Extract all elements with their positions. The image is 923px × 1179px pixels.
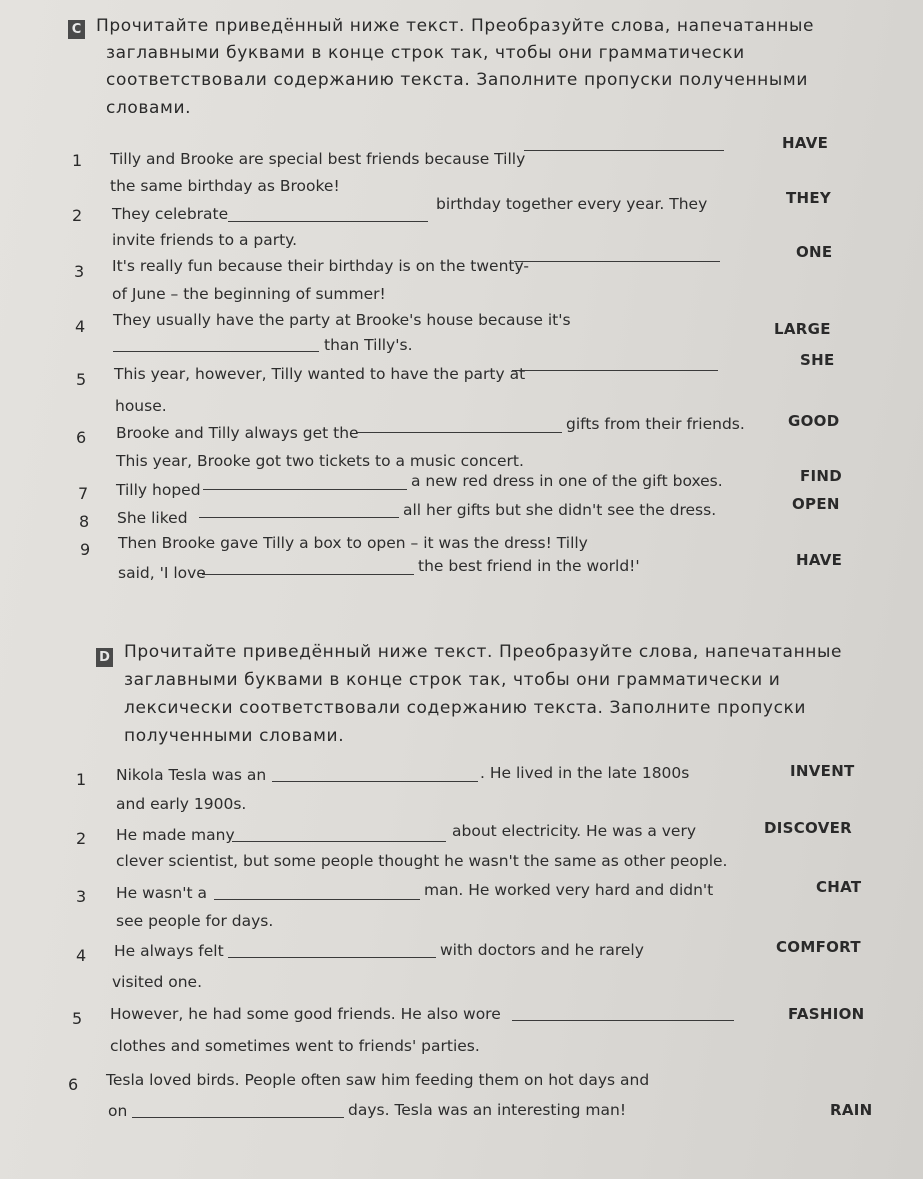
c-item-4-text: They usually have the party at Brooke's house because it's: [113, 311, 571, 329]
c-item-9-blank[interactable]: [202, 574, 414, 575]
c-item-8-blank[interactable]: [199, 517, 399, 518]
c-item-6-text-after: gifts from their friends.: [566, 415, 745, 433]
d-item-5-continuation: clothes and sometimes went to friends' parties.: [110, 1037, 480, 1055]
d-item-2-blank[interactable]: [232, 841, 446, 842]
c-item-8-text: She liked: [117, 509, 188, 527]
d-item-2-continuation: clever scientist, but some people thought he wasn't the same as other people.: [116, 852, 728, 870]
d-item-2-text: He made many: [116, 826, 235, 844]
c-item-2-number: 2: [72, 206, 83, 225]
c-item-5-number: 5: [76, 370, 87, 389]
d-item-6-text-line2: on: [108, 1102, 128, 1120]
section-d-badge: D: [96, 648, 113, 667]
c-item-5-blank[interactable]: [512, 370, 718, 371]
c-item-9-number: 9: [80, 540, 91, 559]
section-c-instruction-line-2: заглавными буквами в конце строк так, чтобы они грамматически: [106, 43, 745, 63]
c-item-6-blank[interactable]: [356, 432, 562, 433]
c-item-8-text-after: all her gifts but she didn't see the dress.: [403, 501, 717, 519]
c-item-1-keyword: HAVE: [782, 134, 829, 152]
d-item-1-text-after: . He lived in the late 1800s: [480, 764, 690, 782]
d-item-2-number: 2: [76, 829, 87, 848]
d-item-4-number: 4: [76, 946, 87, 965]
c-item-3-number: 3: [74, 262, 85, 281]
c-item-7-number: 7: [78, 484, 89, 503]
c-item-1-text: Tilly and Brooke are special best friends because Tilly: [110, 150, 526, 168]
c-item-8-keyword: OPEN: [792, 495, 840, 513]
d-item-5-number: 5: [72, 1009, 83, 1028]
c-item-7-text: Tilly hoped: [116, 481, 201, 499]
d-item-4-continuation: visited one.: [112, 973, 203, 991]
d-item-2-text-after: about electricity. He was a very: [452, 822, 697, 840]
d-item-3-keyword: CHAT: [816, 878, 862, 896]
section-d-instruction-line-1: Прочитайте приведённый ниже текст. Преобразуйте слова, напечатанные: [124, 642, 843, 662]
d-item-6-text: Tesla loved birds. People often saw him feeding them on hot days and: [106, 1071, 650, 1089]
c-item-7-blank[interactable]: [203, 489, 407, 490]
c-item-2-keyword: THEY: [786, 189, 832, 207]
c-item-4-keyword: LARGE: [774, 320, 831, 338]
d-item-3-blank[interactable]: [214, 899, 420, 900]
c-item-2-text-after: birthday together every year. They: [436, 195, 708, 213]
section-c-instruction-line-1: Прочитайте приведённый ниже текст. Преобразуйте слова, напечатанные: [96, 16, 815, 36]
c-item-1-number: 1: [72, 151, 83, 170]
c-item-2-continuation: invite friends to a party.: [112, 231, 298, 249]
c-item-3-keyword: ONE: [796, 243, 833, 261]
c-item-9-text: Then Brooke gave Tilly a box to open – it was the dress! Tilly: [118, 534, 588, 552]
c-item-5-text: This year, however, Tilly wanted to have the party at: [114, 365, 526, 383]
c-item-3-text: It's really fun because their birthday is on the twenty-: [112, 257, 529, 275]
c-item-9-keyword: HAVE: [796, 551, 843, 569]
d-item-1-continuation: and early 1900s.: [116, 795, 247, 813]
d-item-4-text-after: with doctors and he rarely: [440, 941, 644, 959]
d-item-1-keyword: INVENT: [790, 762, 855, 780]
c-item-9-text-after: the best friend in the world!': [418, 557, 640, 575]
d-item-1-number: 1: [76, 770, 87, 789]
d-item-1-text: Nikola Tesla was an: [116, 766, 267, 784]
c-item-5-keyword: SHE: [800, 351, 835, 369]
d-item-4-text: He always felt: [114, 942, 224, 960]
c-item-8-number: 8: [79, 512, 90, 531]
c-item-3-blank[interactable]: [514, 261, 720, 262]
c-item-5-continuation: house.: [115, 397, 167, 415]
section-c-instruction-line-4: словами.: [106, 98, 192, 118]
d-item-3-text-after: man. He worked very hard and didn't: [424, 881, 714, 899]
c-item-7-keyword: FIND: [800, 467, 843, 485]
d-item-4-keyword: COMFORT: [776, 938, 861, 956]
d-item-6-number: 6: [68, 1075, 79, 1094]
d-item-6-text-after: days. Tesla was an interesting man!: [348, 1101, 627, 1119]
d-item-2-keyword: DISCOVER: [764, 819, 852, 837]
c-item-2-text: They celebrate: [112, 205, 229, 223]
d-item-5-text: However, he had some good friends. He also wore: [110, 1005, 501, 1023]
c-item-6-continuation: This year, Brooke got two tickets to a music concert.: [116, 452, 524, 470]
d-item-6-blank[interactable]: [132, 1117, 344, 1118]
c-item-3-continuation: of June – the beginning of summer!: [112, 285, 386, 303]
c-item-2-blank[interactable]: [228, 221, 428, 222]
d-item-3-continuation: see people for days.: [116, 912, 274, 930]
c-item-4-number: 4: [75, 317, 86, 336]
c-item-7-text-after: a new red dress in one of the gift boxes.: [411, 472, 723, 490]
c-item-6-keyword: GOOD: [788, 412, 840, 430]
d-item-3-number: 3: [76, 887, 87, 906]
c-item-9-text-line2: said, 'I love: [118, 564, 206, 582]
c-item-6-number: 6: [76, 428, 87, 447]
section-d-instruction-line-2: заглавными буквами в конце строк так, чтобы они грамматически и: [124, 670, 781, 690]
c-item-1-blank[interactable]: [524, 150, 724, 151]
section-d-instruction-line-3: лексически соответствовали содержанию текста. Заполните пропуски: [124, 698, 807, 718]
c-item-4-text-after: than Tilly's.: [324, 336, 413, 354]
d-item-3-text: He wasn't a: [116, 884, 207, 902]
d-item-5-keyword: FASHION: [788, 1005, 865, 1023]
c-item-1-continuation: the same birthday as Brooke!: [110, 177, 340, 195]
d-item-1-blank[interactable]: [272, 781, 478, 782]
section-c-instruction-line-3: соответствовали содержанию текста. Заполните пропуски полученными: [106, 70, 808, 90]
d-item-5-blank[interactable]: [512, 1020, 734, 1021]
d-item-6-keyword: RAIN: [830, 1101, 873, 1119]
c-item-6-text: Brooke and Tilly always get the: [116, 424, 359, 442]
section-c-badge: C: [68, 20, 85, 39]
c-item-4-blank[interactable]: [113, 351, 319, 352]
d-item-4-blank[interactable]: [228, 957, 436, 958]
section-d-instruction-line-4: полученными словами.: [124, 726, 345, 746]
